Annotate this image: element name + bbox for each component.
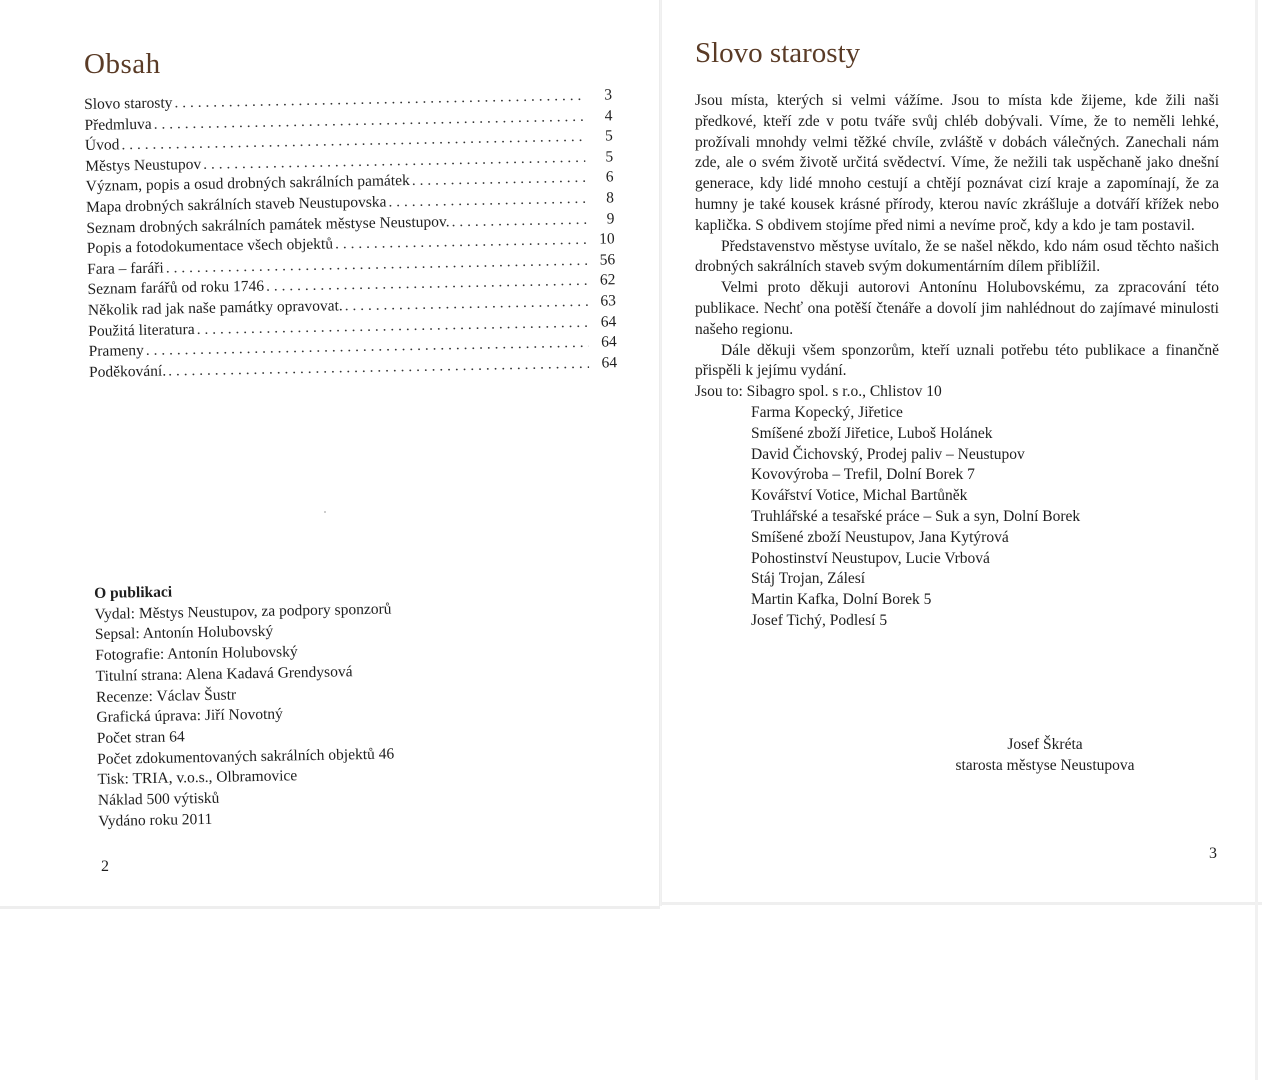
page-edge-right <box>662 902 1262 905</box>
toc-entry-label: Popis a fotodokumentace všech objektů <box>86 235 334 258</box>
publication-info-line: Počet stran 64 <box>96 728 185 747</box>
toc-entry-page: 64 <box>600 333 617 351</box>
toc-entry-page: 62 <box>599 271 616 289</box>
signature-name: Josef Škréta <box>1007 736 1083 753</box>
sponsor-item: Truhlářské a tesařské práce – Suk a syn, Dolní Borek <box>751 507 1081 525</box>
toc-entry-label: Použitá literatura <box>88 320 195 340</box>
publication-info-line: Grafická úprava: Jiří Novotný <box>96 705 283 727</box>
publication-info-line: Vydáno roku 2011 <box>98 810 213 830</box>
toc-entry-page: 63 <box>600 292 617 310</box>
toc-entry-label: Prameny <box>88 342 144 361</box>
foreword-text <box>695 91 1219 632</box>
publication-info-line: Počet zdokumentovaných sakrálních objektů 46 <box>97 745 395 768</box>
toc-entry-label: Mapa drobných sakrálních staveb Neustupovska <box>85 193 387 216</box>
foreword-paragraph: Dále děkuji všem sponzorům, kteří uznali potřebu této publikace a finančně přispěli k jejímu vydání. <box>695 341 1219 380</box>
sponsor-item: Josef Tichý, Podlesí 5 <box>751 611 888 629</box>
publication-info <box>94 577 478 832</box>
sponsor-item: Kovovýroba – Trefil, Dolní Borek 7 <box>751 466 975 484</box>
toc-entry-label: Fara – faráři <box>87 259 164 278</box>
toc-entry-page: 64 <box>600 312 617 331</box>
sponsor-item: Smíšené zboží Neustupov, Jana Kytýrová <box>751 528 1009 546</box>
toc-title: Obsah <box>84 48 161 80</box>
publication-info-line: Sepsal: Antonín Holubovský <box>94 623 274 644</box>
sponsor-list <box>695 403 1219 632</box>
foreword-title: Slovo starosty <box>695 37 861 69</box>
toc-entry-label: Seznam drobných sakrálních památek městyse Neustupov. <box>86 212 450 237</box>
sponsor-item: Farma Kopecký, Jiřetice <box>751 403 903 421</box>
toc-entry-page: 6 <box>605 168 614 186</box>
toc-entry-label: Slovo starosty <box>84 94 173 113</box>
toc-entry-label: Několik rad jak naše památky opravovat. <box>87 297 343 319</box>
toc-entry-page: 56 <box>599 251 616 269</box>
page-number-right: 3 <box>1209 845 1217 862</box>
signature-block <box>915 734 1175 776</box>
toc-entry-page: 10 <box>599 230 615 248</box>
foreword-paragraph: Představenstvo městyse uvítalo, že se našel někdo, kdo nám osud těchto našich drobných sakrálních staveb svým dokumentárním dílem přiblížil. <box>695 237 1219 276</box>
sponsor-item: Smíšené zboží Jiřetice, Luboš Holánek <box>751 424 993 442</box>
scan-edge <box>1255 0 1258 1080</box>
sponsor-item: Martin Kafka, Dolní Borek 5 <box>751 591 932 609</box>
toc-entry-page: 9 <box>606 209 615 228</box>
toc-entry-label: Městys Neustupov <box>85 155 202 175</box>
left-page <box>0 0 660 908</box>
toc-entry-page: 4 <box>604 106 613 125</box>
page-number-left: 2 <box>101 858 109 875</box>
foreword-paragraph: Jsou místa, kterých si velmi vážíme. Jsou to místa kde žijeme, kde žili naši předkové, kteří zde v potu tváře svůj chléb dobývali. Víme, že to neměli lehké, prožívali mnohdy velmi těžké chvíle, zvláště v dobách válečných. Zanechali nám zde, ale o svém životě určitá svědectví. Víme, že nežili tak uspěchaně jako dnešní generace, kdy lidé mnoho cestují a chtějí poznávat cizí kraje a zapomínají, že za humny je také kousek krásné přírody, kterou navíc zkrášluje a dotváří křížek nebo kaplička. S obdivem stojíme před nimi a nevíme proč, kdy a kdo je tam postavil. <box>695 92 1219 234</box>
sponsor-item: Kovářství Votice, Michal Bartůněk <box>751 487 968 505</box>
publication-info-line: Titulní strana: Alena Kadavá Grendysová <box>95 663 353 685</box>
table-of-contents <box>84 85 617 383</box>
toc-entry-page: 64 <box>601 353 618 372</box>
toc-entry-label: Význam, popis a osud drobných sakrálních památek <box>85 172 410 196</box>
publication-info-line: Fotografie: Antonín Holubovský <box>95 643 298 665</box>
publication-info-line: Tisk: TRIA, v.o.s., Olbramovice <box>97 767 298 789</box>
sponsor-item: Stáj Trojan, Zálesí <box>751 570 866 588</box>
toc-entry-label: Poděkování. <box>88 362 167 381</box>
foreword-paragraph: Velmi proto děkuji autorovi Antonínu Holubovskému, za zpracování této publikace. Nechť ona potěší čtenáře a dovolí jim nahlédnout do zajímavé minulosti našeho regionu. <box>695 279 1219 338</box>
toc-leader-dots <box>451 209 586 232</box>
toc-entry-page: 5 <box>604 127 613 145</box>
publication-info-line: Vydal: Městys Neustupov, za podpory sponzorů <box>94 600 392 623</box>
toc-entry-label: Seznam farářů od roku 1746 <box>87 278 265 299</box>
toc-entry-page: 3 <box>604 86 613 104</box>
toc-entry-page: 5 <box>605 148 614 166</box>
sponsor-item: Pohostinství Neustupov, Lucie Vrbová <box>751 549 990 567</box>
toc-entry-label: Předmluva <box>84 115 152 134</box>
publication-info-line: Recenze: Václav Šustr <box>95 685 237 706</box>
sponsor-item: David Čichovský, Prodej paliv – Neustupov <box>751 445 1025 463</box>
publication-info-heading: O publikaci <box>94 583 173 602</box>
page-edge-left <box>0 906 660 909</box>
signature-role: starosta městyse Neustupova <box>955 757 1135 774</box>
publication-info-lines <box>94 598 478 833</box>
sponsors-intro: Jsou to: Sibagro spol. s r.o., Chlistov 10 <box>695 383 942 401</box>
paper-speck <box>324 511 326 513</box>
toc-entry-label: Úvod <box>84 136 120 155</box>
publication-info-line: Náklad 500 výtisků <box>97 789 220 809</box>
toc-entry-page: 8 <box>606 189 615 207</box>
